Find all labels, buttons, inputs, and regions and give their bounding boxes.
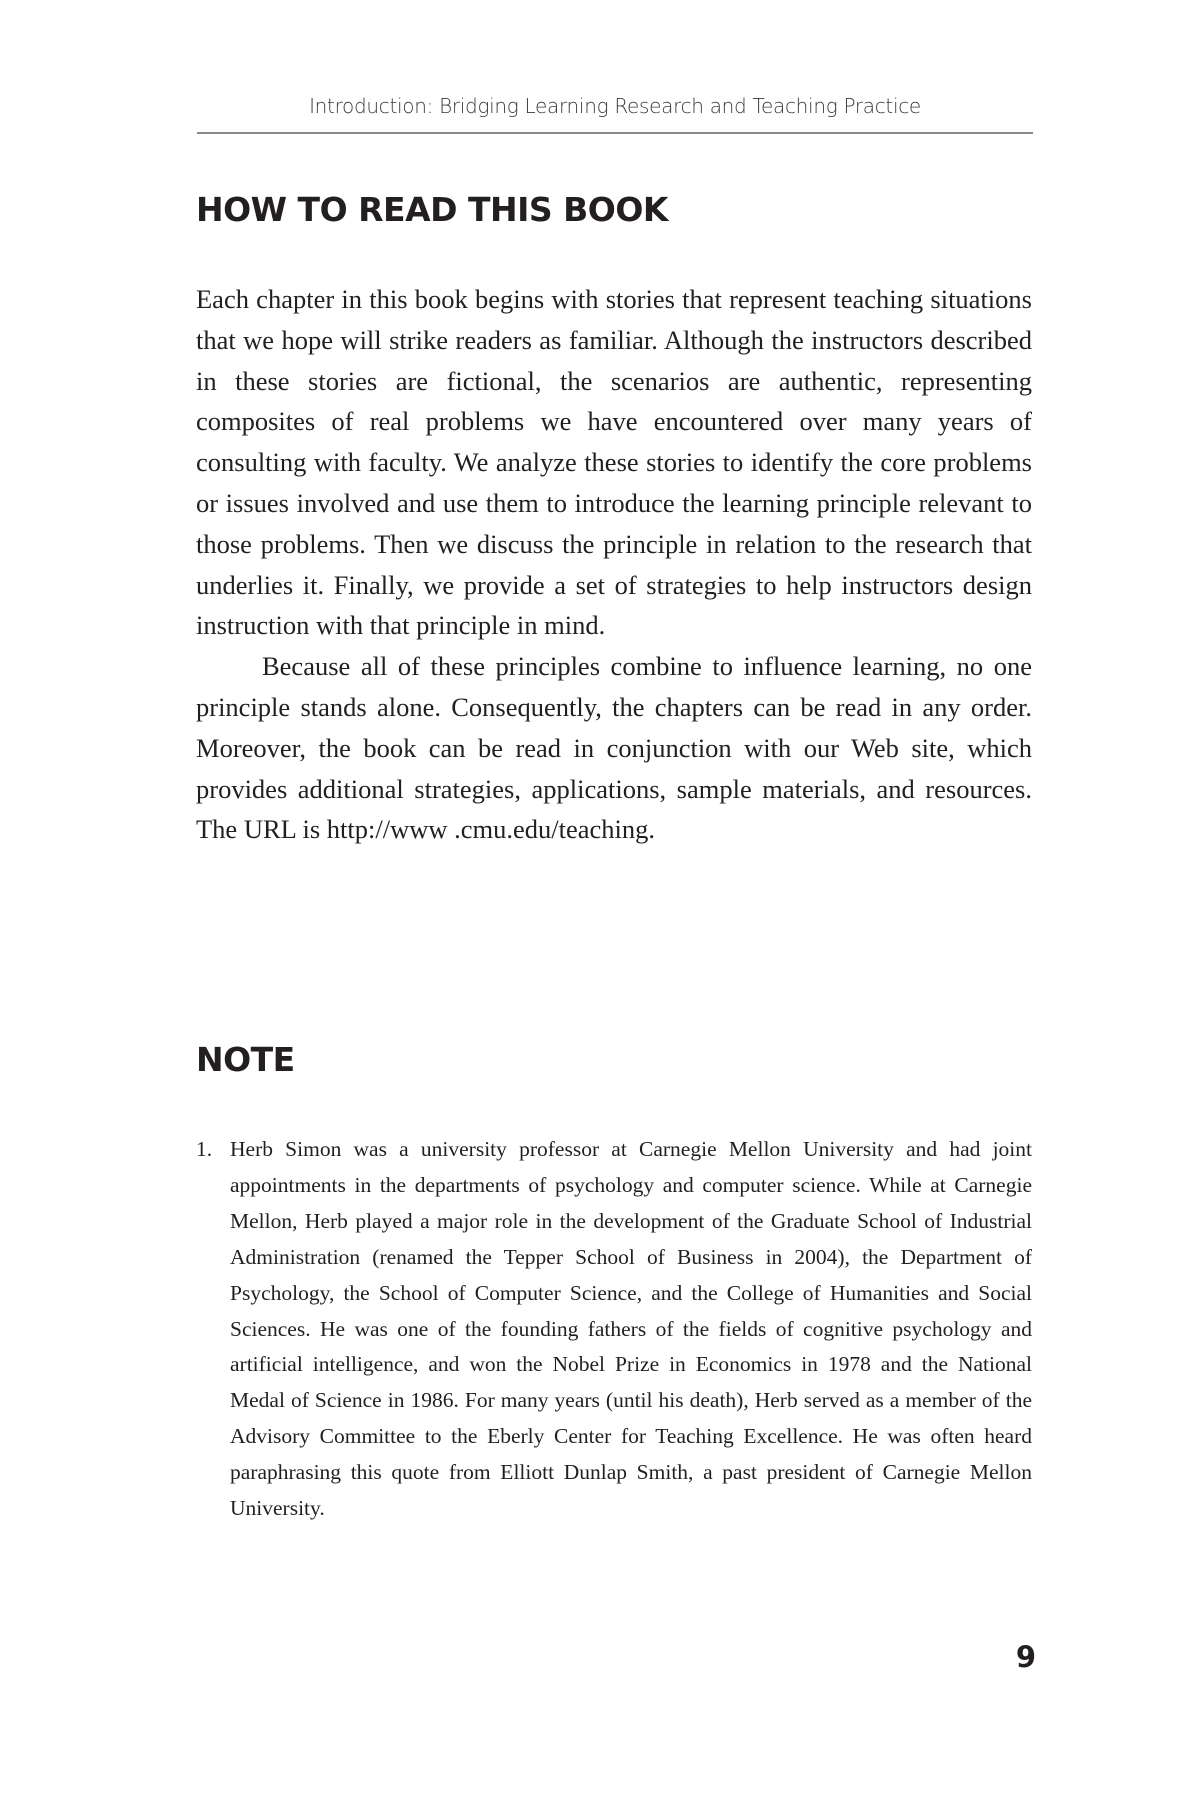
body-paragraph: Because all of these principles combine to influence learning, no one principle stands alone. Consequently, the chapters can be read in any order. Moreover, the book can be read in conjunction with our Web site, which provides additional strategies, applications, sample materials, and resources. The URL is http://www .cmu.edu/teaching.	[196, 651, 1032, 845]
page-number: 9	[1015, 1640, 1036, 1674]
section-title-how-to-read: HOW TO READ THIS BOOK	[196, 190, 668, 229]
section-title-note: NOTE	[196, 1040, 295, 1079]
note-item	[196, 1132, 1032, 1527]
body-paragraph: Each chapter in this book begins with stories that represent teaching situations that we hope will strike readers as familiar. Although the instructors described in these stories are fictional, the scenarios are authentic, representing composites of real problems we have encountered over many years of consulting with faculty. We analyze these stories to identify the core problems or issues involved and use them to introduce the learning principle relevant to those problems. Then we discuss the principle in relation to the research that underlies it. Finally, we provide a set of strategies to help instructors design instruction with that principle in mind.	[196, 284, 1032, 641]
notes-list	[196, 1132, 1032, 1527]
header-rule-divider	[197, 132, 1033, 134]
running-header: Introduction: Bridging Learning Research and Teaching Practice	[309, 94, 921, 118]
how-to-read-body	[196, 279, 1032, 850]
note-number: 1.	[196, 1137, 213, 1161]
note-text: Herb Simon was a university professor at Carnegie Mellon University and had joint appointments in the departments of psychology and computer science. While at Carnegie Mellon, Herb played a major role in the development of the Graduate School of Industrial Administration (renamed the Tepper School of Business in 2004), the Department of Psychology, the School of Computer Science, and the College of Humanities and Social Sciences. He was one of the founding fathers of the fields of cognitive psychology and artificial intelligence, and won the Nobel Prize in Economics in 1978 and the National Medal of Science in 1986. For many years (until his death), Herb served as a member of the Advisory Committee to the Eberly Center for Teaching Excellence. He was often heard paraphrasing this quote from Elliott Dunlap Smith, a past president of Carnegie Mellon University.	[230, 1137, 1032, 1521]
